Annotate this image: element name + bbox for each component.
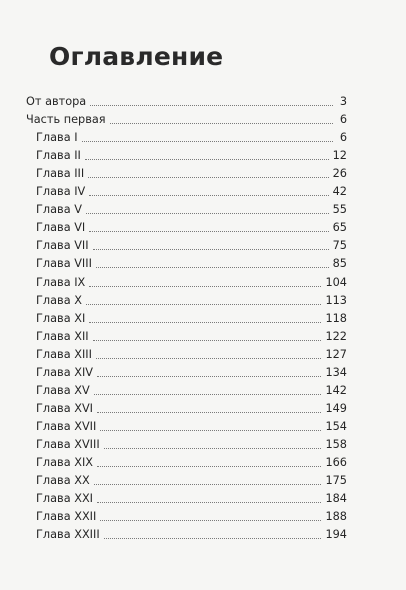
- toc-entry-label: От автора: [26, 95, 87, 109]
- toc-entry: [26, 235, 347, 253]
- toc-entry-page-number: 127: [325, 347, 347, 361]
- toc-entry-label: Глава XXI: [36, 492, 94, 506]
- toc-entry-page-number: 75: [332, 239, 347, 253]
- dot-leader: [97, 376, 321, 377]
- toc-entry-page-number: 158: [325, 437, 347, 451]
- toc-entry: [26, 398, 347, 416]
- toc-entry-page-number: 6: [339, 113, 347, 127]
- toc-entry-page-number: 104: [325, 275, 347, 289]
- toc-entry-label: Глава XV: [36, 383, 90, 397]
- toc-entry: [26, 253, 347, 271]
- toc-entry: [26, 91, 347, 109]
- dot-leader: [100, 520, 321, 521]
- dot-leader: [89, 286, 321, 287]
- toc-entry-page-number: 42: [332, 185, 347, 199]
- toc-entry: [26, 416, 347, 434]
- toc-entry-page-number: 6: [339, 131, 347, 145]
- toc-entry-label: Часть первая: [26, 113, 106, 127]
- toc-entry-label: Глава II: [36, 149, 81, 163]
- toc-entry: [26, 488, 347, 506]
- toc-entry: [26, 380, 347, 398]
- toc-entry-page-number: 134: [325, 365, 347, 379]
- toc-entry-page-number: 55: [332, 203, 347, 217]
- toc-entry-page-number: 149: [325, 401, 347, 415]
- toc-entry-label: Глава XVI: [36, 401, 94, 415]
- toc-entry-page-number: 3: [339, 95, 347, 109]
- dot-leader: [86, 304, 321, 305]
- dot-leader: [86, 213, 329, 214]
- dot-leader: [94, 484, 322, 485]
- toc-entry-page-number: 175: [325, 474, 347, 488]
- toc-entry-label: Глава VIII: [36, 257, 92, 271]
- toc-entry: [26, 290, 347, 308]
- toc-entry-page-number: 142: [325, 383, 347, 397]
- dot-leader: [97, 412, 321, 413]
- toc-entry: [26, 145, 347, 163]
- toc-entry-label: Глава XXII: [36, 510, 97, 524]
- dot-leader: [93, 249, 329, 250]
- dot-leader: [97, 466, 321, 467]
- table-of-contents: [26, 91, 347, 542]
- toc-entry: [26, 344, 347, 362]
- toc-entry: [26, 181, 347, 199]
- page-title: Оглавление: [49, 42, 224, 71]
- dot-leader: [97, 502, 321, 503]
- toc-entry-page-number: 85: [332, 257, 347, 271]
- dot-leader: [110, 123, 333, 124]
- dot-leader: [89, 322, 321, 323]
- toc-entry: [26, 452, 347, 470]
- toc-entry-page-number: 166: [325, 455, 347, 469]
- toc-entry: [26, 199, 347, 217]
- toc-entry: [26, 271, 347, 289]
- toc-entry-page-number: 65: [332, 221, 347, 235]
- toc-entry: [26, 506, 347, 524]
- toc-entry-page-number: 113: [325, 293, 347, 307]
- toc-entry: [26, 163, 347, 181]
- toc-entry-label: Глава XIII: [36, 347, 92, 361]
- toc-entry-label: Глава XXIII: [36, 528, 100, 542]
- dot-leader: [96, 267, 329, 268]
- toc-entry: [26, 127, 347, 145]
- dot-leader: [82, 141, 333, 142]
- toc-entry-label: Глава X: [36, 293, 82, 307]
- dot-leader: [90, 105, 333, 106]
- toc-entry-page-number: 194: [325, 528, 347, 542]
- toc-entry-label: Глава VI: [36, 221, 86, 235]
- toc-entry-label: Глава XIX: [36, 455, 94, 469]
- toc-entry-label: Глава XX: [36, 474, 90, 488]
- toc-entry-page-number: 154: [325, 419, 347, 433]
- toc-entry-label: Глава XIV: [36, 365, 94, 379]
- dot-leader: [96, 358, 321, 359]
- toc-entry-label: Глава III: [36, 167, 85, 181]
- toc-entry: [26, 362, 347, 380]
- toc-entry: [26, 217, 347, 235]
- dot-leader: [89, 195, 328, 196]
- toc-entry-page-number: 118: [325, 311, 347, 325]
- toc-entry: [26, 434, 347, 452]
- toc-entry-label: Глава V: [36, 203, 82, 217]
- toc-entry-page-number: 188: [325, 510, 347, 524]
- toc-entry: [26, 470, 347, 488]
- toc-entry-label: Глава XII: [36, 329, 89, 343]
- toc-entry-label: Глава VII: [36, 239, 89, 253]
- toc-entry-label: Глава XVII: [36, 419, 97, 433]
- dot-leader: [93, 340, 322, 341]
- toc-entry-page-number: 184: [325, 492, 347, 506]
- toc-entry-label: Глава IV: [36, 185, 86, 199]
- toc-entry-label: Глава IX: [36, 275, 86, 289]
- toc-entry-label: Глава I: [36, 131, 78, 145]
- toc-entry: [26, 326, 347, 344]
- dot-leader: [100, 430, 321, 431]
- toc-entry-page-number: 26: [332, 167, 347, 181]
- toc-entry-page-number: 12: [332, 149, 347, 163]
- dot-leader: [89, 231, 328, 232]
- toc-entry: [26, 109, 347, 127]
- toc-entry: [26, 524, 347, 542]
- dot-leader: [85, 159, 329, 160]
- dot-leader: [104, 448, 322, 449]
- toc-entry-label: Глава XVIII: [36, 437, 100, 451]
- toc-entry-page-number: 122: [325, 329, 347, 343]
- toc-entry: [26, 308, 347, 326]
- toc-entry-label: Глава XI: [36, 311, 86, 325]
- dot-leader: [94, 394, 322, 395]
- dot-leader: [104, 538, 322, 539]
- dot-leader: [88, 177, 328, 178]
